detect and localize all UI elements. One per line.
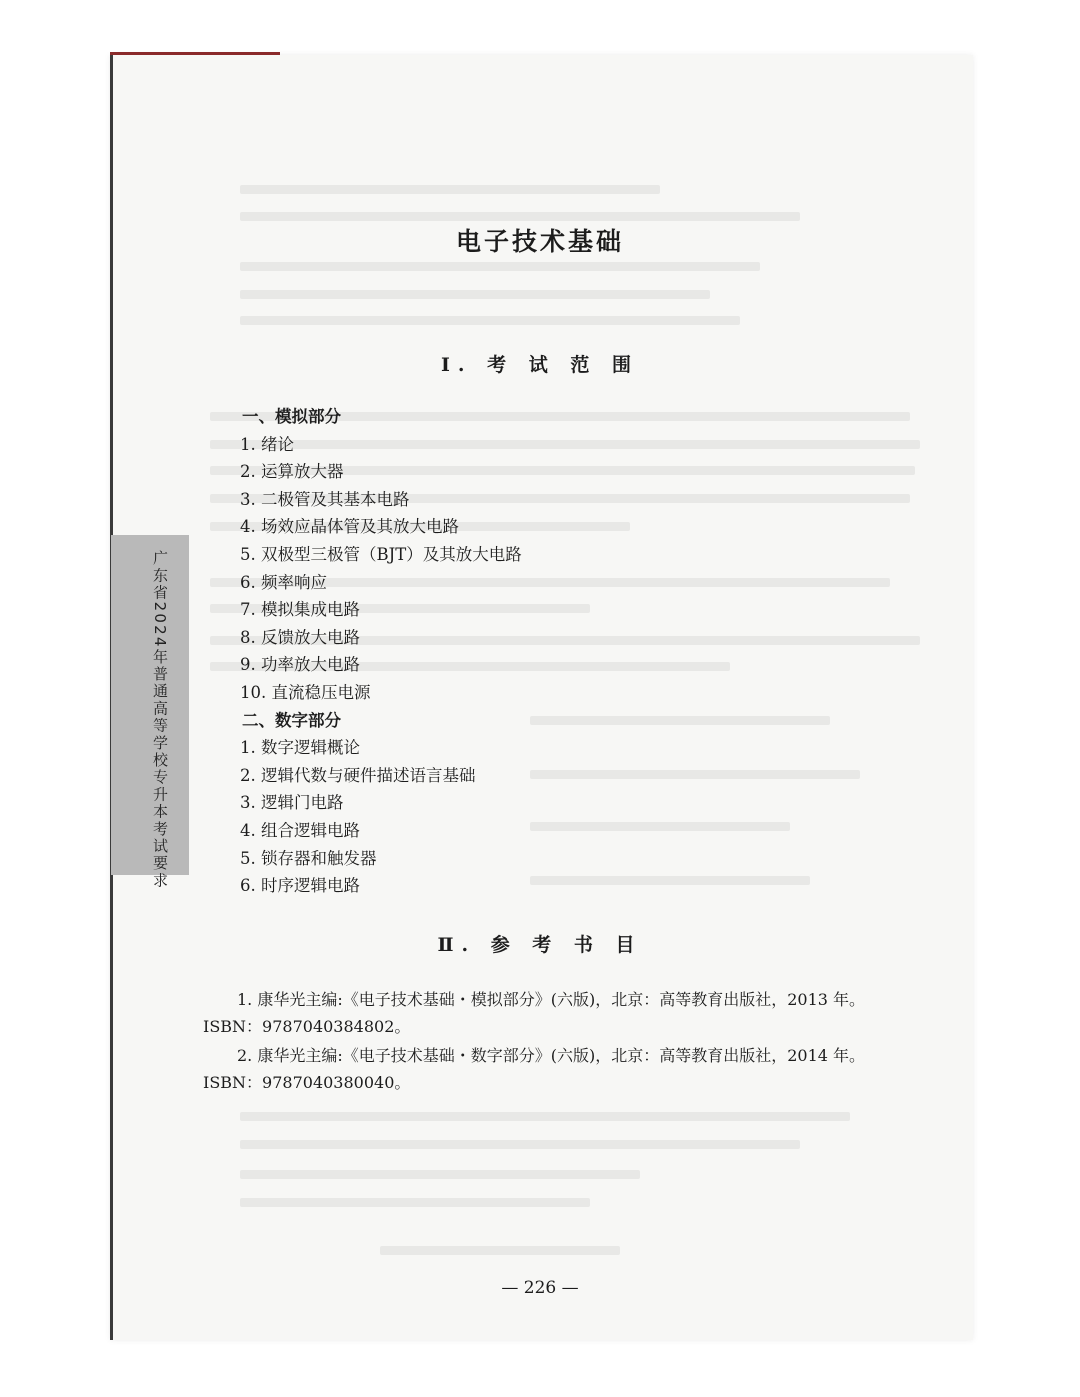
list-item: 2. 运算放大器 [240, 462, 344, 482]
list-item: 10. 直流稳压电源 [240, 682, 371, 702]
section-part-heading: 一、模拟部分 [242, 407, 341, 426]
reference-entry [203, 986, 933, 1040]
list-item: 4. 场效应晶体管及其放大电路 [240, 517, 459, 537]
list-item: 9. 功率放大电路 [240, 655, 360, 675]
list-item: 1. 绪论 [240, 434, 294, 454]
section-part-heading: 二、数字部分 [242, 710, 341, 730]
page-title: 电子技术基础 [455, 227, 624, 256]
binding-edge-mark [110, 52, 280, 55]
list-item: 4. 组合逻辑电路 [240, 820, 360, 840]
list-item: 6. 时序逻辑电路 [240, 876, 360, 896]
page-number: — 226 — [501, 1278, 579, 1298]
list-item: 3. 二极管及其基本电路 [240, 489, 410, 509]
reference-isbn: ISBN：9787040384802。 [203, 1017, 411, 1036]
list-item: 5. 锁存器和触发器 [240, 848, 377, 868]
section-heading-references: Ⅱ. 参 考 书 目 [437, 934, 643, 956]
list-item: 2. 逻辑代数与硬件描述语言基础 [240, 765, 476, 785]
section-heading-exam-scope: Ⅰ. 考 试 范 围 [441, 354, 639, 376]
reference-isbn: ISBN：9787040380040。 [203, 1073, 411, 1092]
list-item: 5. 双极型三极管（BJT）及其放大电路 [240, 544, 522, 564]
exam-scope-list [238, 403, 522, 900]
list-item: 1. 数字逻辑概论 [240, 738, 360, 758]
reference-entry [203, 1042, 933, 1096]
side-tab-label: 广东省2024年普通高等学校专升本考试要求 [151, 550, 169, 890]
reference-citation: 2. 康华光主编:《电子技术基础・数字部分》(六版)，北京：高等教育出版社，2014 年。 [237, 1046, 866, 1065]
reference-citation: 1. 康华光主编:《电子技术基础・模拟部分》(六版)，北京：高等教育出版社，2013 年。 [237, 990, 866, 1009]
list-item: 7. 模拟集成电路 [240, 600, 360, 620]
list-item: 3. 逻辑门电路 [240, 793, 344, 813]
list-item: 8. 反馈放大电路 [240, 627, 360, 647]
list-item: 6. 频率响应 [240, 572, 327, 592]
